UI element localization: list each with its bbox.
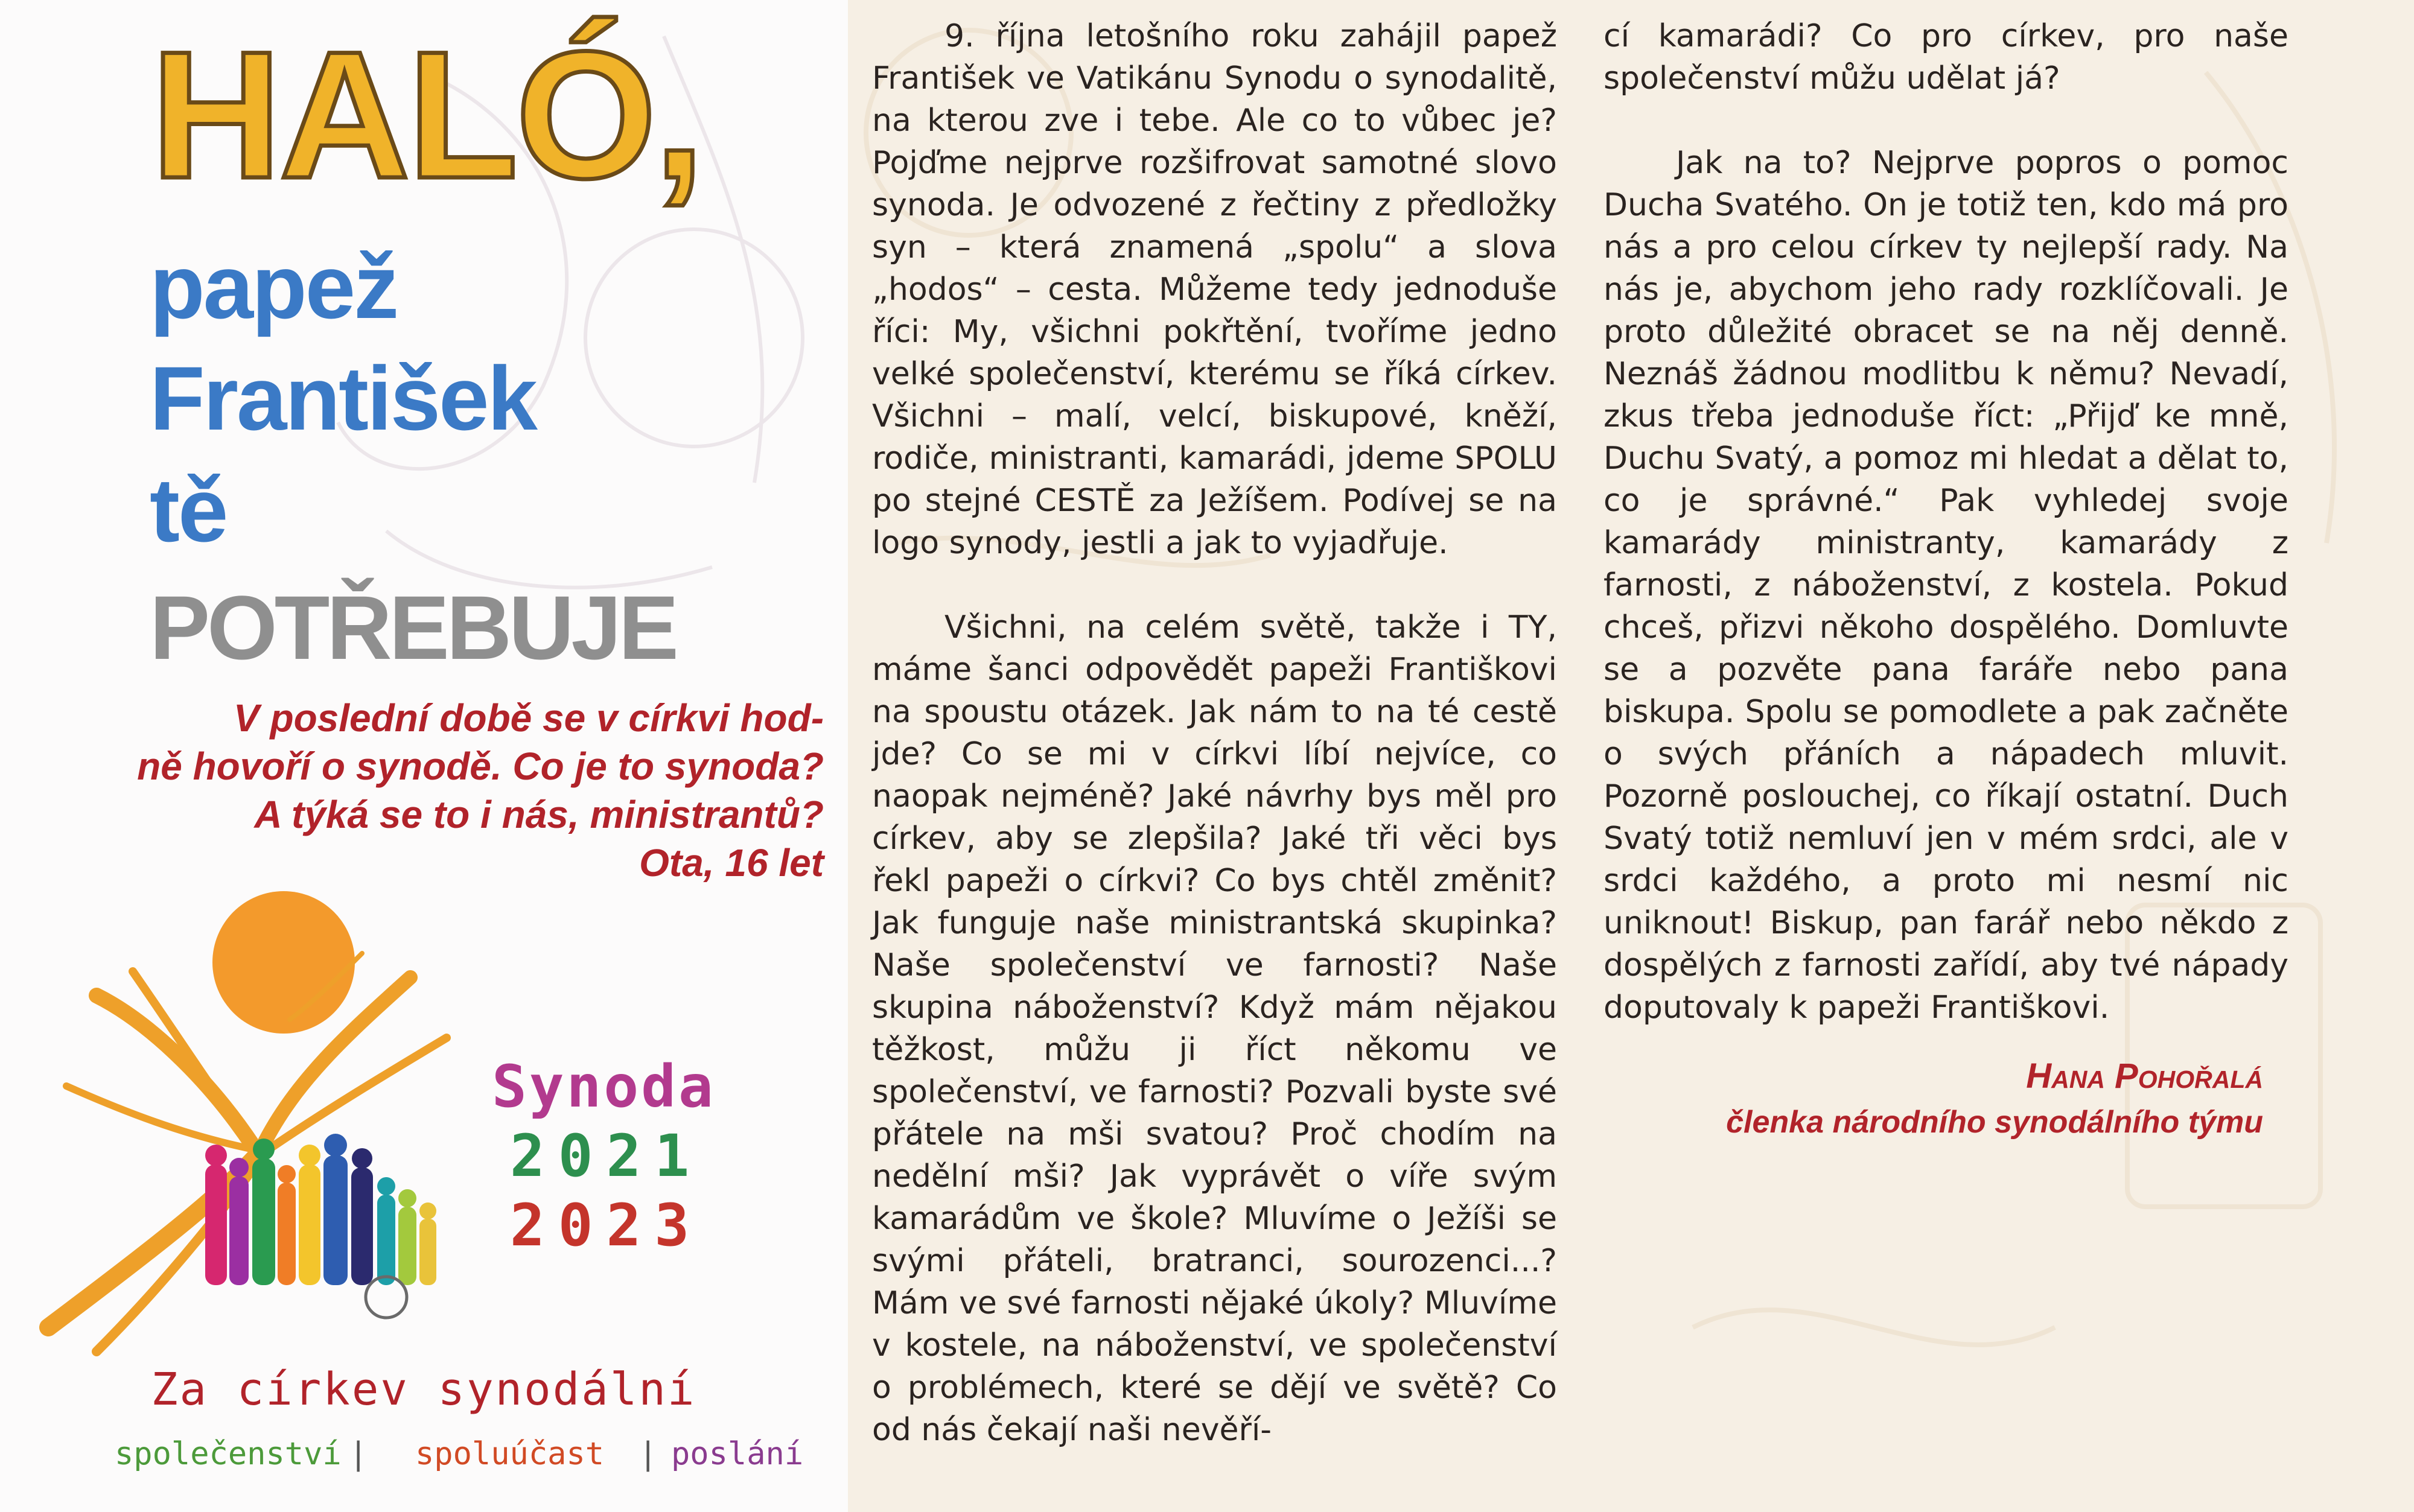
headline-line-te: tě <box>150 459 227 561</box>
article-author-name: Hana Pohořalá <box>2026 1056 2263 1096</box>
article-paragraph: 9. října letošního roku zahájil papež František ve Vatikánu Synodu o synodalitě, na kterou zve i tebe. Ale co to vůbec je? Pojďme nejprve rozšifrovat samotné slovo synoda. Je odvozené z řečtiny z předložky syn – která znamená „spolu“ a slova „hodos“ – cesta. Můžeme tedy jednoduše říci: My, všichni pokřtění, tvoříme jedno velké společenství, kterému se říká církev. Všichni – malí, velcí, biskupové, kněží, rodiče, ministranti, kamarádi, jdeme SPOLU po stejné CESTĚ za Ježíšem. Podívej se na logo synody, jestli a jak to vyjadřuje. <box>872 18 1557 561</box>
logo-tag-separator: | <box>639 1436 658 1472</box>
logo-tag-spoluucast: spoluúčast <box>415 1436 605 1472</box>
logo-motto: Za církev synodální <box>151 1364 696 1415</box>
right-panel <box>848 0 2414 1512</box>
article-column-1 <box>872 15 1557 1451</box>
logo-tag-poslani: poslání <box>671 1436 804 1472</box>
article-paragraph: cí kamarádi? Co pro církev, pro naše společenství můžu udělat já? <box>1603 18 2288 97</box>
headline-line-papez: papež <box>150 236 398 337</box>
question-author: Ota, 16 let <box>639 841 824 885</box>
article-column-2 <box>1603 15 2288 1029</box>
headline-line-frantisek: František <box>150 348 536 449</box>
headline-line-potrebuje: POTŘEBUJE <box>150 577 676 678</box>
logo-year-end: 2023 <box>510 1192 703 1259</box>
logo-people-group <box>205 1134 436 1318</box>
logo-word-synoda: Synoda <box>492 1053 716 1120</box>
logo-sun <box>212 891 355 1034</box>
logo-year-start: 2021 <box>510 1122 703 1190</box>
headline-halo: HALÓ, <box>151 13 702 216</box>
logo-tag-separator: | <box>349 1436 368 1472</box>
article-paragraph: Jak na to? Nejprve popros o pomoc Ducha Svatého. On je totiž ten, kdo má pro nás a pro celou církev ty nejlepší rady. Na nás je, abychom jeho rady rozklíčovali. Je proto důležité obracet se na něj denně. Neznáš žádnou modlitbu k němu? Nevadí, zkus třeba jednoduše říct: „Přijď ke mně, Duchu Svatý, a pomoz mi hledat a dělat to, co je správné.“ Pak vyhledej svoje kamarády ministranty, kamarády z farnosti, z náboženství, z kostela. Pokud chceš, přizvi někoho dospělého. Domluvte se a pozvěte pana faráře nebo pana biskupa. Spolu se pomodlete a pak začněte o svých přáních a nápadech mluvit. Pozorně poslouchej, co říkají ostatní. Duch Svatý totiž nemluví jen v mém srdci, ale v srdci každého, a proto mi nesmí nic uniknout! Biskup, pan farář nebo někdo z dospělých z farnosti zařídí, aby tvé nápady doputovaly k papeži Františkovi. <box>1603 145 2288 1026</box>
question-line: V poslední době se v církvi hod- <box>234 696 824 740</box>
article-paragraph: Všichni, na celém světě, takže i TY, máme šanci odpovědět papeži Františkovi na spoustu otázek. Jak nám to na té cestě jde? Co se mi v církvi líbí nejvíce, co naopak nejméně? Jaké návrhy bys měl pro církev, aby se zlepšila? Jaké tři věci bys řekl papeži o církvi? Co bys chtěl změnit? Jak funguje naše ministrantská skupinka? Naše společenství ve farnosti? Naše skupina náboženství? Když mám nějakou těžkost, můžu ji říct někomu ve společenství, ve farnosti? Pozvali byste své přátele na mši svatou? Proč chodím na nedělní mši? Jak vyprávět o víře svým kamarádům ve škole? Mluvíme o Ježíši se svými přáteli, bratranci, sourozenci...? Mám ve své farnosti nějaké úkoly? Mluvíme v kostele, na náboženství, ve společenství o problémech, které se dějí ve světě? Co od nás čekají naši nevěří- <box>872 609 1557 1448</box>
question-line: ně hovoří o synodě. Co je to synoda? <box>137 745 824 788</box>
question-line: A týká se to i nás, ministrantů? <box>254 793 824 836</box>
reader-question <box>69 694 824 887</box>
article-author-role: členka národního synodálního týmu <box>1726 1105 2263 1140</box>
logo-tag-spolecenstvi: společenství <box>115 1436 342 1472</box>
left-panel <box>0 0 848 1512</box>
